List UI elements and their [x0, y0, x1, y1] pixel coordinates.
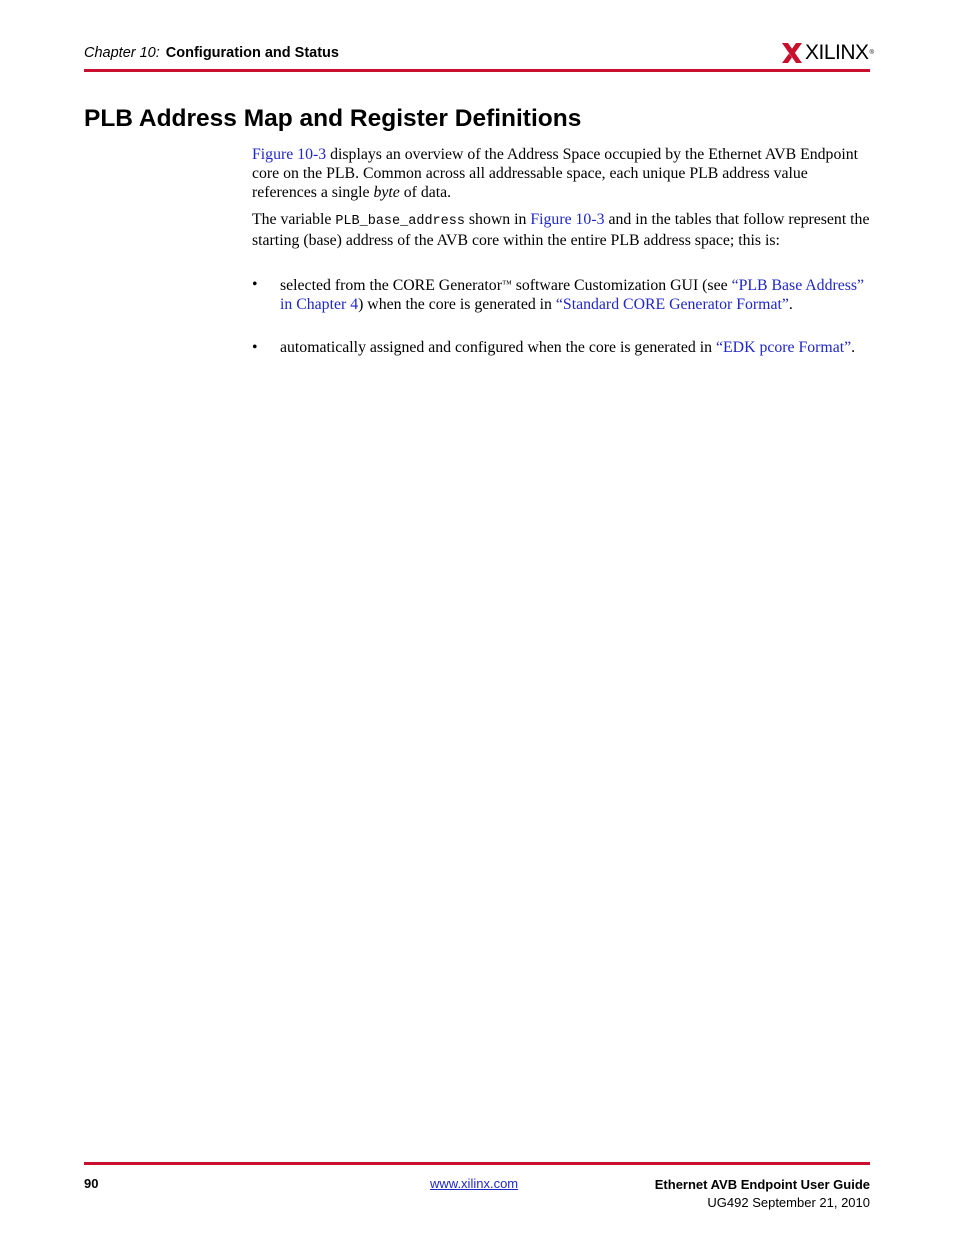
figure-link[interactable]: Figure 10-3 [530, 211, 605, 228]
paragraph-text: displays an overview of the Address Space occupied by the Ethernet AVB Endpoint core on the PLB. Common across all addressable space, each unique PLB address value references a single [252, 146, 859, 201]
doc-id: UG492 September 21, 2010 [707, 1195, 870, 1210]
bullet-list [252, 338, 872, 357]
chapter-title: Configuration and Status [165, 45, 339, 61]
paragraph-2 [252, 210, 872, 250]
paragraph-1 [252, 145, 872, 202]
chapter-label: Chapter 10: [84, 45, 160, 61]
page-number: 90 [84, 1176, 99, 1191]
footer-rule [84, 1162, 870, 1165]
code-text: PLB_base_address [335, 214, 465, 229]
bullet-list [252, 275, 872, 314]
bullet-icon: • [252, 276, 258, 293]
list-text: software Customization GUI (see [511, 277, 732, 294]
list-text: ) when the core is generated in [358, 296, 556, 313]
standard-core-generator-link[interactable]: “Standard CORE Generator Format” [555, 296, 789, 313]
paragraph-text: and in the tables that follow represent the starting (base) address of the AVB core within the entire PLB address space; this is: [252, 211, 870, 249]
footer-doc-info [655, 1176, 870, 1212]
list-text: . [788, 296, 793, 313]
list-item [252, 275, 872, 314]
emphasis-text: byte [373, 184, 400, 201]
list-text: automatically assigned and configured when the core is generated in [280, 339, 717, 356]
edk-pcore-format-link[interactable]: “EDK pcore Format” [716, 339, 852, 356]
registered-mark: ® [869, 50, 874, 56]
list-text: selected from the CORE Generator [280, 277, 502, 294]
guide-title: Ethernet AVB Endpoint User Guide [654, 1177, 870, 1192]
paragraph-text: shown in [464, 211, 531, 228]
plb-base-address-link[interactable]: “PLB Base Address” in Chapter 4 [280, 277, 865, 313]
logo-text: XILINX [805, 41, 869, 64]
website-link[interactable]: www.xilinx.com [430, 1176, 519, 1191]
section-heading: PLB Address Map and Register Definitions [84, 105, 582, 132]
paragraph-text: of data. [399, 184, 452, 201]
running-header [84, 45, 339, 61]
trademark-mark: ™ [501, 279, 512, 290]
xilinx-x-icon [782, 43, 802, 63]
xilinx-logo [782, 40, 873, 66]
paragraph-text: The variable [252, 211, 336, 228]
figure-link[interactable]: Figure 10-3 [252, 146, 327, 163]
list-item [252, 338, 872, 357]
list-text: . [851, 339, 856, 356]
bullet-icon: • [252, 339, 258, 356]
header-rule [84, 69, 870, 72]
